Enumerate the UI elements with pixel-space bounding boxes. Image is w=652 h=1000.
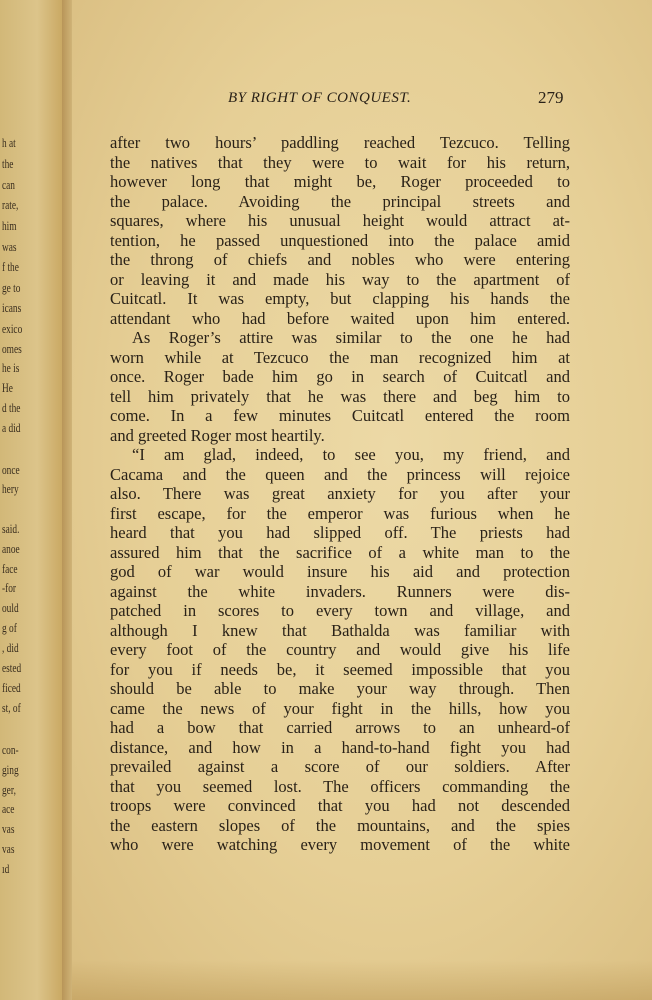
facing-page-fragment: ger,	[2, 782, 16, 797]
facing-page-fragment: ould	[2, 600, 19, 615]
facing-page-fragment: vas	[2, 841, 15, 856]
facing-page-fragment: con-	[2, 742, 19, 757]
text-line: that you seemed lost. The officers commanding the	[110, 776, 570, 796]
text-line: however long that might be, Roger proceeded to	[110, 172, 570, 191]
text-line: come. In a few minutes Cuitcatl entered the room	[110, 406, 570, 425]
facing-page-strip	[0, 0, 62, 1000]
facing-page-fragment: ace	[2, 801, 15, 816]
facing-page-fragment: hery	[2, 481, 19, 496]
facing-page-fragment: can	[2, 177, 15, 192]
text-line: every foot of the country and would give his life	[110, 640, 570, 659]
facing-page-fragment: vas	[2, 821, 15, 836]
text-line: came the news of your fight in the hills, how you	[110, 698, 570, 718]
facing-page-fragment: omes	[2, 341, 22, 356]
text-line: “I am glad, indeed, to see you, my friend, and	[132, 445, 570, 464]
text-line: although I knew that Bathalda was familiar with	[110, 620, 570, 640]
facing-page-fragment: was	[2, 239, 17, 254]
text-line: the eastern slopes of the mountains, and the spies	[110, 815, 570, 835]
text-line: tention, he passed unquestioned into the palace amid	[110, 230, 570, 250]
page-bottom-shading	[72, 960, 652, 1000]
facing-page-fragment: once	[2, 462, 20, 477]
text-line: for you if needs be, it seemed impossible that you	[110, 659, 570, 679]
running-head: BY RIGHT OF CONQUEST.	[228, 90, 412, 106]
facing-page-fragment: icans	[2, 300, 22, 315]
facing-page-fragment: f the	[2, 259, 19, 274]
facing-page-fragment: face	[2, 561, 18, 576]
facing-page-fragment: g of	[2, 620, 17, 635]
text-line: the palace. Avoiding the principal streets and	[110, 191, 570, 211]
text-line: also. There was great anxiety for you after your	[110, 484, 570, 503]
text-line: worn while at Tezcuco the man recognized him at	[110, 347, 570, 367]
text-line: should be able to make your way through. Then	[110, 679, 570, 698]
text-line: Cuitcatl. It was empty, but clapping his hands the	[110, 289, 570, 308]
text-line: prevailed against a score of our soldiers. After	[110, 757, 570, 776]
facing-page-fragment: said.	[2, 521, 20, 536]
text-line: against the white invaders. Runners were dis-	[110, 581, 570, 601]
text-line: attendant who had before waited upon him entered.	[110, 308, 570, 328]
text-line: the natives that they were to wait for his return,	[110, 152, 570, 172]
facing-page-fragment: rate,	[2, 197, 19, 212]
text-line: As Roger’s attire was similar to the one he had	[132, 328, 570, 347]
text-line: Cacama and the queen and the princess will rejoice	[110, 464, 570, 484]
text-line: and greeted Roger most heartily.	[110, 425, 325, 445]
text-line: squares, where his unusual height would attract at-	[110, 211, 570, 230]
text-line: tell him privately that he was there and beg him to	[110, 386, 570, 406]
facing-page-fragment: ging	[2, 762, 19, 777]
facing-page-fragment: -for	[2, 580, 17, 595]
facing-page-fragment: d the	[2, 400, 21, 415]
body-text	[110, 133, 570, 855]
text-line: heard that you had slipped off. The priests had	[110, 523, 570, 542]
facing-page-fragment: him	[2, 218, 17, 233]
facing-page-fragment: a did	[2, 420, 21, 435]
book-gutter	[62, 0, 72, 1000]
facing-page-fragment: exico	[2, 321, 23, 336]
text-line: had a bow that carried arrows to an unheard-of	[110, 718, 570, 737]
text-line: after two hours’ paddling reached Tezcuco. Telling	[110, 133, 570, 152]
text-line: once. Roger bade him go in search of Cuitcatl and	[110, 367, 570, 386]
facing-page-fragment: he is	[2, 360, 20, 375]
facing-page-fragment: ested	[2, 660, 22, 675]
facing-page-fragment: He	[2, 380, 13, 395]
text-line: patched in scores to every town and village, and	[110, 601, 570, 620]
facing-page-fragment: , did	[2, 640, 19, 655]
facing-page-fragment: st, of	[2, 700, 21, 715]
text-line: who were watching every movement of the white	[110, 835, 570, 854]
text-line: the throng of chiefs and nobles who were entering	[110, 250, 570, 269]
facing-page-fragment: h at	[2, 135, 16, 150]
facing-page-fragment: ıd	[2, 861, 10, 876]
text-line: first escape, for the emperor was furious when he	[110, 503, 570, 523]
facing-page-fragment: ficed	[2, 680, 21, 695]
page-number: 279	[538, 88, 564, 107]
facing-page-fragment: ge to	[2, 280, 21, 295]
text-line: or leaving it and made his way to the apartment of	[110, 269, 570, 289]
facing-page-fragment: anoe	[2, 541, 20, 556]
facing-page-fragment: the	[2, 156, 14, 171]
text-line: god of war would insure his aid and protection	[110, 562, 570, 581]
text-line: assured him that the sacrifice of a white man to the	[110, 542, 570, 562]
text-line: troops were convinced that you had not descended	[110, 796, 570, 815]
text-line: distance, and how in a hand-to-hand fight you had	[110, 737, 570, 757]
